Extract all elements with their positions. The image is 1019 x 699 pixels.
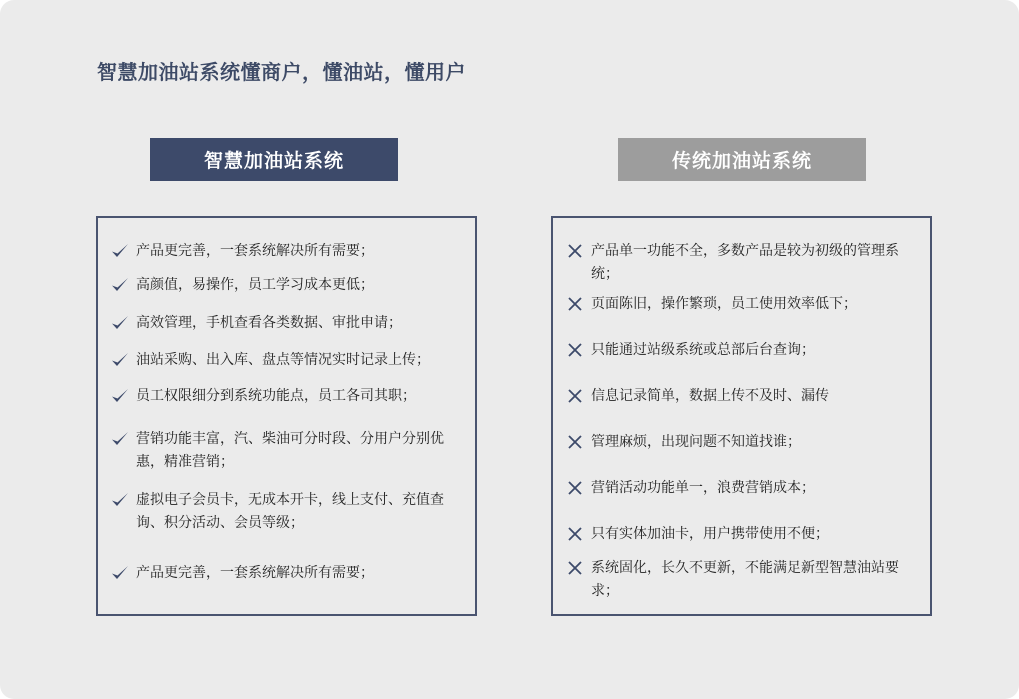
smart-feature-text: 员工权限细分到系统功能点，员工各司其职； [136,388,416,404]
traditional-drawback-text: 页面陈旧，操作繁琐，员工使用效率低下； [591,296,857,312]
traditional-drawback-text: 只能通过站级系统或总部后台查询； [591,342,815,358]
page-title: 智慧加油站系统懂商户，懂油站，懂用户 [97,60,466,84]
checkmark-icon [110,386,130,406]
smart-system-header: 智慧加油站系统 [150,138,398,181]
smart-feature-item [98,562,475,585]
smart-feature-text: 产品更完善，一套系统解决所有需要； [136,565,374,581]
x-mark-icon [565,558,585,578]
smart-feature-item [98,312,475,335]
smart-feature-item [98,274,475,297]
checkmark-icon [110,275,130,295]
smart-feature-text: 油站采购、出入库、盘点等情况实时记录上传； [136,352,430,368]
traditional-drawback-item [553,293,930,316]
traditional-drawback-text: 管理麻烦，出现问题不知道找谁； [591,434,801,450]
traditional-drawback-item [553,339,930,362]
x-mark-icon [565,294,585,314]
x-mark-icon [565,478,585,498]
traditional-drawback-item [553,523,930,546]
smart-feature-item [98,349,475,372]
checkmark-icon [110,350,130,370]
smart-feature-text: 营销功能丰富，汽、柴油可分时段、分用户分别优惠，精准营销； [136,431,444,470]
smart-features-panel [96,216,477,616]
traditional-drawback-item [553,385,930,408]
traditional-drawbacks-panel [551,216,932,616]
traditional-drawback-text: 营销活动功能单一，浪费营销成本； [591,480,815,496]
x-mark-icon [565,432,585,452]
x-mark-icon [565,241,585,261]
traditional-drawback-text: 系统固化，长久不更新，不能满足新型智慧油站要求； [591,560,899,599]
checkmark-icon [110,563,130,583]
x-mark-icon [565,386,585,406]
smart-feature-text: 产品更完善，一套系统解决所有需要； [136,243,374,259]
checkmark-icon [110,429,130,449]
checkmark-icon [110,313,130,333]
smart-feature-item [98,428,475,474]
traditional-drawback-text: 信息记录简单，数据上传不及时、漏传 [591,388,829,404]
traditional-system-header: 传统加油站系统 [618,138,866,181]
x-mark-icon [565,524,585,544]
checkmark-icon [110,490,130,510]
smart-feature-text: 高效管理，手机查看各类数据、审批申请； [136,315,402,331]
smart-feature-item [98,240,475,263]
smart-feature-item [98,489,475,535]
checkmark-icon [110,241,130,261]
smart-feature-text: 高颜值，易操作，员工学习成本更低； [136,277,374,293]
traditional-drawback-item [553,557,930,603]
traditional-drawback-text: 产品单一功能不全，多数产品是较为初级的管理系统； [591,243,899,282]
traditional-drawback-text: 只有实体加油卡，用户携带使用不便； [591,526,829,542]
traditional-drawback-item [553,431,930,454]
smart-feature-item [98,385,475,408]
traditional-drawback-item [553,240,930,286]
traditional-drawback-item [553,477,930,500]
x-mark-icon [565,340,585,360]
smart-feature-text: 虚拟电子会员卡，无成本开卡，线上支付、充值查询、积分活动、会员等级； [136,492,444,531]
